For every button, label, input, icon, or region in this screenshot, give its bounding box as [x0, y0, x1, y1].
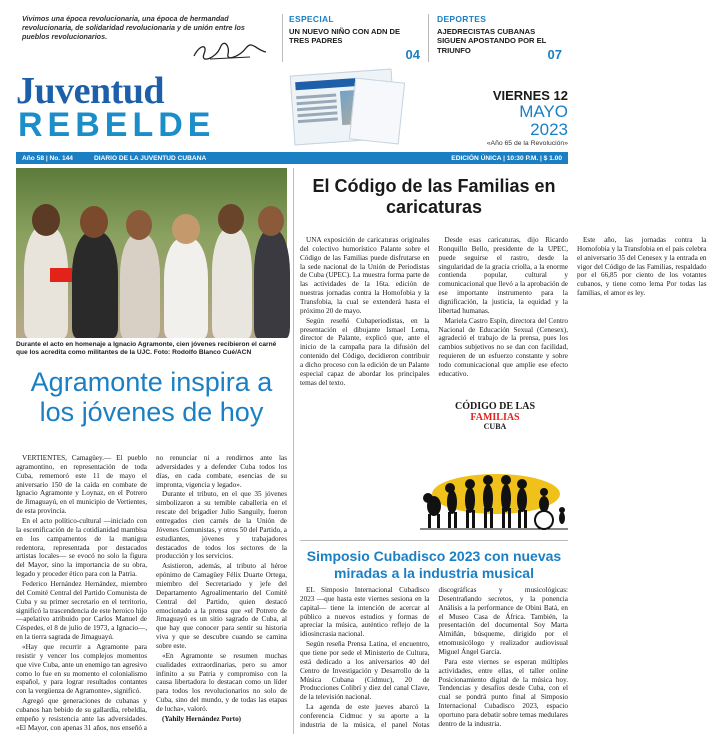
teaser-title: UN NUEVO NIÑO CON ADN DE TRES PADRES	[289, 27, 401, 46]
teaser-section: DEPORTES	[437, 14, 487, 24]
date-year: 2023	[530, 119, 568, 139]
paragraph: Durante el tributo, en el que 35 jóvenes simbolizaron a su temible caballería en el rescate del brigadier Julio Sanguily, fueron entregados cien carnés de la Unión de Jóvenes Comunistas, y otros 50 del Partido, a estudiantes, jóvenes y trabajadores destacados de todos los sectores de la producción y los servicios.	[156, 490, 287, 561]
paragraph: Agregó que generaciones de cubanas y cubanos han bebido de su gallardía, rebeldía, empeño y resistencia ante las adversidades. «El Mayor, con apenas 31 años, nos enseñó a no renunciar ni a rendirnos ante las adversidades y a defender Cuba todos los días, en cada combate, esencias de su impronta, vigencia y legado».	[16, 454, 287, 732]
newspaper-thumbnail-secondary	[349, 78, 405, 145]
cartoon-logo-line3: CUBA	[483, 422, 507, 431]
paragraph: «En Agramonte se resumen muchas cualidades extraordinarias, pero su amor infinito a su Patria y compromiso con la causa libertadora lo destacan como un líder para todos los revolucionarios no solo de Cuba, sino del mundo, y de todas las etapas de lucha», valoró.	[156, 651, 287, 714]
masthead-bar	[16, 152, 568, 164]
paragraph: UNA exposición de caricaturas originales del colectivo humorístico Palante sobre el Código de las Familias puede disfrutarse en la sede nacional de la Unión de Periodistas de Cuba (UPEC). La muestra forma parte de las actividades de la 16ta. edición de nuestras jornadas contra la Homofobia y la Transfobia, la cual se extenderá hasta el próximo 20 de mayo.	[300, 236, 430, 315]
paragraph: Según reseña Prensa Latina, el encuentro, que tiene por sede el Ministerio de Cultura, está dedicado a los aniversarios 40 del Centro de Investigación y Desarrollo de la Música Cubana (Cidmuc), 20 de Producciones Colibrí y diez del canal Clave, de la televisión nacional.	[300, 640, 430, 702]
paragraph: Mariela Castro Espín, directora del Centro Nacional de Educación Sexual (Cenesex), agradeció el trabajo de la prensa, pues los cambios subjetivos no se dan con facilidad, requieren de un esfuerzo constante y sobre todo comunicacional que amplíe ese efecto educativo.	[438, 316, 568, 378]
paragraph: «Hay que recurrir a Agramonte para resistir y vencer los complejos momentos que vive Cuba, ante un enemigo tan agresivo como lo fue en su momento el colonialismo español, y para lograr resultados contantes con la vergüenza de Agramonte», significó.	[16, 643, 147, 696]
column-divider	[293, 168, 294, 734]
paragraph: VERTIENTES, Camagüey.— El pueblo agramontino, en representación de toda Cuba, rememoró este 11 de mayo el aniversario 150 de la caída en combate de Ignacio Agramonte y Loynaz, en el Potrero de Jimaguayú, en el municipio de Vertientes, de esta provincia.	[16, 454, 147, 516]
teaser-section: ESPECIAL	[289, 14, 334, 24]
article-body-codigo	[300, 236, 707, 392]
paragraph: Según reseñó Cubaperiodistas, en la presentación el dibujante Ismael Lema, director de Palante, explicó que, ante el inicio de la campaña para la difusión del contenido del Código, decidieron contribuir a dicho proceso con la edición de un Palante especial capaz de abordar los principales temas del texto.	[300, 316, 430, 387]
date-day: VIERNES 12	[492, 88, 568, 103]
section-divider	[300, 540, 568, 541]
article-body-agramonte	[16, 454, 287, 734]
lead-photo	[16, 168, 287, 338]
date-revolution-year: «Año 65 de la Revolución»	[486, 139, 568, 147]
publication-subtitle: DIARIO DE LA JUVENTUD CUBANA	[94, 154, 207, 162]
article-headline-agramonte[interactable]: Agramonte inspira a los jóvenes de hoy	[30, 367, 273, 428]
paragraph: La agenda de este jueves abarcó la conferencia Cidmuc y su aporte a la industria de la música, el panel Notas discográficas y musicológicas: Desentrañando secretos, y la ponencia Análisis a la performance de Obini Batá, en el Museo Casa de África. También, la presentación del documental Soy Marta Almiñán, búsqueme, dirigido por el etnomusicólogo y realizador audiovisual Miguel Ángel García.	[300, 586, 568, 729]
cartoon-logo-line2: FAMILIAS	[470, 411, 520, 423]
paragraph: Este año, las jornadas contra la Homofobia y la Transfobia en el país celebra el aniversario 35 del Cenesex y la entrada en vigor del Código de las Familias, respaldado por el 66,85 por ciento de los votantes cubanos, y tiene como lema Por todas las familias, el amor es ley.	[577, 236, 707, 298]
paragraph: EL Simposio Internacional Cubadisco 2023 —que hasta este viernes sesiona en la capital— tiene la intención de acercar al público a nuevos estudios y formas de apreciar la música, auténtico reflejo de la idiosincrasia nacional.	[300, 586, 430, 639]
photo-caption: Durante el acto en homenaje a Ignacio Agramonte, cien jóvenes recibieron el carné que los acredita como militantes de la UJC. Foto: Rodolfo Blanco Cué/ACN	[16, 341, 277, 357]
teaser-deportes[interactable]	[428, 14, 568, 62]
logo-rebelde: REBELDE	[18, 106, 216, 144]
paragraph: Para este viernes se esperan múltiples actividades, entre ellas, el taller online Posicionamiento digital de la música hoy. Tendencias y desafíos desde Cuba, con el cual se pondrá punto final al Simposio Internacional Cubadisco 2023, espacio oportuno para debatir sobre temas medulares dentro de la industria.	[438, 657, 568, 728]
teaser-page-number: 07	[547, 47, 562, 62]
date-month: MAYO	[519, 102, 568, 121]
article-headline-codigo[interactable]: El Código de las Familias en caricaturas	[312, 176, 556, 218]
logo-juventud: Juventud	[16, 70, 165, 112]
paragraph: Federico Hernández Hernández, miembro del Comité Central del Partido Comunista de Cuba y su primer secretario en el territorio, significó la trascendencia de este heroico hijo —apelativo atribuido por Carlos Manuel de Céspedes, el 8 de julio de 1973, a Ignacio—, en la tierra sagrada de Jimaguayú.	[16, 580, 147, 642]
paragraph: En el acto político-cultural —iniciado con la escenificación de la cotidianidad mambisa en los campamentos de la manigua redentora, representada por destacados artistas locales— se evocó no solo la figura del Mayor, sino la importancia de su obra, legado y proceder ético para con la Patria.	[16, 517, 147, 579]
paragraph: Asistieron, además, al tributo al héroe epónimo de Camagüey Félix Duarte Ortega, miembro del Secretariado y jefe del Departamento Agroalimentario del Comité Central del Partido, quien destacó emocionado a la prensa que «el Potrero de Jimaguayú es un sitio sagrado de Cuba, al que hay que conocer para sentir su historia viva y que se descubre cuando se camina sobre este.	[156, 562, 287, 651]
teaser-title: AJEDRECISTAS CUBANAS SIGUEN APOSTANDO POR EL TRIUNFO	[437, 27, 547, 55]
paragraph: Desde esas caricaturas, dijo Ricardo Ronquillo Bello, presidente de la UPEC, puede seguirse el rastro, desde la singularidad de la gracia criolla, a la enorme contienda popular, cultural y comunicacional que llevó a la aprobación de ese importante instrumento para la dignificación, la justicia, la equidad y la libertad humanas.	[438, 236, 568, 315]
issue-number: Año 58 | No. 144	[22, 154, 73, 162]
teaser-page-number: 04	[405, 47, 420, 62]
article-body-cubadisco	[300, 586, 568, 736]
article-headline-cubadisco[interactable]: Simposio Cubadisco 2023 con nuevas miradas a la industria musical	[306, 548, 562, 581]
signature-image	[190, 40, 270, 62]
byline: (Yahily Hernández Porto)	[162, 714, 242, 723]
masthead-quote: Vivimos una época revolucionaria, una época de hermandad revolucionaria, de solidaridad revolucionaria y de unión entre los pueblos revolucionarios.	[22, 14, 245, 41]
issue-date	[458, 88, 568, 147]
cartoon-logo-line1: CÓDIGO DE LAS	[454, 401, 535, 412]
edition-price: EDICIÓN ÚNICA | 10:30 P.M. | $ 1.00	[451, 154, 562, 162]
teaser-especial[interactable]	[282, 14, 426, 62]
evolution-cartoon	[300, 434, 568, 538]
